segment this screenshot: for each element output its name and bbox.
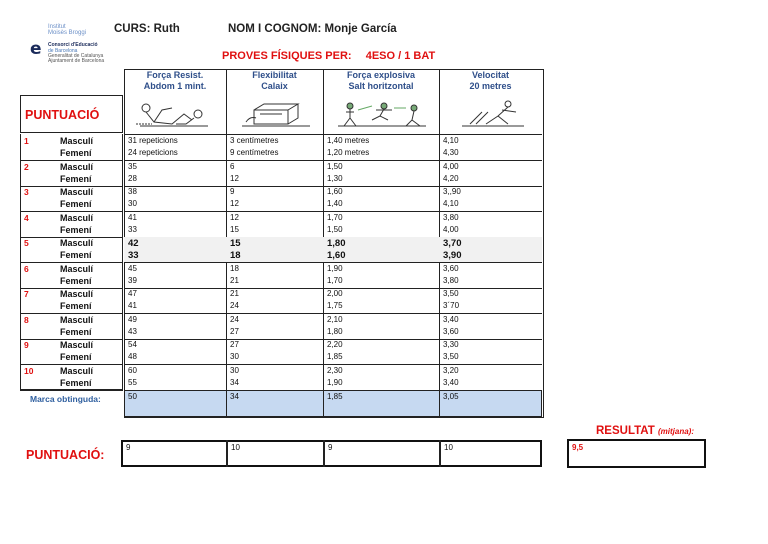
school-logo — [30, 22, 110, 62]
score-cell-male: 45 — [128, 263, 137, 273]
score-cell-female: 48 — [128, 352, 137, 361]
e-logo-icon — [30, 40, 44, 56]
col-header-line2: Abdom 1 mint. — [143, 81, 207, 91]
score-cell-female: 41 — [128, 301, 137, 310]
masculi-label: Masculí — [60, 136, 94, 146]
score-cell-male: 1,90 — [327, 263, 343, 273]
level-number: 2 — [24, 161, 29, 172]
col-divider — [226, 440, 228, 467]
score-cell-male: 35 — [128, 161, 137, 171]
level-number: 7 — [24, 289, 29, 299]
score-cell-male: 60 — [128, 365, 137, 375]
score-cell-male: 2,10 — [327, 314, 343, 324]
score-cell-female: 24 — [230, 301, 239, 310]
score-cell-male: 3,20 — [443, 365, 459, 375]
col-divider — [226, 390, 227, 417]
score-cell-male: 3,80 — [443, 212, 459, 222]
score-cell-male: 1,80 — [327, 238, 346, 249]
femeni-label: Femení — [60, 250, 92, 260]
score-cell-male: 1,70 — [327, 212, 343, 222]
score-cell-male: 4,00 — [443, 161, 459, 171]
femeni-label: Femení — [60, 224, 92, 235]
score-cell-male: 3,60 — [443, 263, 459, 273]
score-cell-female: 30 — [230, 352, 239, 361]
score-cell-female: 1,85 — [327, 352, 343, 361]
score-cell-female: 18 — [230, 250, 241, 261]
resultat-box — [567, 439, 706, 468]
score-cell-male: 3,30 — [443, 340, 459, 349]
score-cell-female: 12 — [230, 173, 239, 183]
col-divider — [439, 390, 440, 417]
marca-value-jump: 1,85 — [327, 392, 343, 401]
score-cell-male: 2,20 — [327, 340, 343, 349]
resultat-label: RESULTAT — [596, 425, 655, 437]
sprint-illustration-icon — [458, 98, 528, 130]
score-cell-male: 47 — [128, 289, 137, 298]
score-cell-female: 1,50 — [327, 224, 343, 234]
score-cell-male: 38 — [128, 187, 137, 196]
score-cell-male: 54 — [128, 340, 137, 349]
femeni-label: Femení — [60, 199, 92, 209]
score-cell-male: 3,50 — [443, 289, 459, 298]
score-cell-male: 1,60 — [327, 187, 343, 196]
nom-value: Monje García — [324, 23, 397, 35]
score-cell-male: 4,10 — [443, 136, 459, 145]
score-cell-male: 42 — [128, 238, 139, 249]
level-number: 3 — [24, 187, 29, 197]
puntuacio-bottom-label: PUNTUACIÓ: — [26, 448, 105, 462]
level-number: 8 — [24, 314, 29, 325]
score-cell-female: 33 — [128, 224, 137, 234]
row-divider — [20, 390, 123, 391]
masculi-label: Masculí — [60, 212, 94, 223]
score-cell-male: 21 — [230, 289, 239, 298]
logo-consortium-line3: Generalitat de Catalunya — [48, 53, 104, 59]
femeni-label: Femení — [60, 326, 92, 337]
level-number: 1 — [24, 136, 29, 146]
col-header-line2: Calaix — [261, 81, 288, 91]
masculi-label: Masculí — [60, 187, 94, 197]
score-cell-male: 1,50 — [327, 161, 343, 171]
score-cell-female: 1,60 — [327, 250, 346, 261]
col-header-line1: Flexibilitat — [252, 70, 297, 80]
logo-consortium-line2: de Barcelona — [48, 48, 78, 54]
nom-field — [228, 23, 397, 35]
score-cell-female: 3´70 — [443, 301, 460, 310]
level-number: 6 — [24, 263, 29, 274]
score-cell-female: 28 — [128, 173, 137, 183]
puntuacio-value-jump: 9 — [328, 443, 333, 452]
marca-value-abdominals: 50 — [128, 392, 137, 401]
proves-label: PROVES FÍSIQUES PER: — [222, 50, 352, 62]
score-cell-female: 34 — [230, 377, 239, 387]
score-cell-female: 43 — [128, 326, 137, 336]
resultat-value: 9,5 — [572, 443, 584, 452]
col-header-line2: 20 metres — [469, 81, 512, 91]
score-cell-female: 1,90 — [327, 377, 343, 387]
score-cell-male: 18 — [230, 263, 239, 273]
score-cell-male: 3,40 — [443, 314, 459, 324]
curs-field — [114, 23, 180, 35]
femeni-label: Femení — [60, 301, 92, 311]
col-header-line1: Força explosiva — [346, 70, 416, 80]
score-cell-female: 3,90 — [443, 250, 462, 261]
marca-value-flexibility: 34 — [230, 392, 239, 401]
score-cell-female: 9 centímetres — [230, 148, 279, 157]
score-cell-female: 1,40 — [327, 199, 343, 208]
score-cell-male: 3,,90 — [443, 187, 461, 196]
score-cell-female: 1,30 — [327, 173, 343, 183]
puntuacio-value-speed: 10 — [444, 443, 453, 452]
logo-institute-line1: Institut — [48, 24, 66, 30]
score-cell-female: 4,10 — [443, 199, 459, 208]
score-cell-female: 21 — [230, 275, 239, 285]
svg-text:e: e — [30, 40, 42, 56]
flexibility-box-illustration-icon — [236, 100, 316, 130]
header-divider — [124, 134, 542, 135]
score-cell-male: 24 — [230, 314, 239, 324]
score-cell-male: 3 centímetres — [230, 136, 279, 145]
score-cell-female: 3,40 — [443, 377, 459, 387]
level-number: 5 — [24, 238, 29, 248]
femeni-label: Femení — [60, 352, 92, 362]
score-cell-male: 9 — [230, 187, 235, 196]
situps-illustration-icon — [132, 96, 216, 130]
level-number: 9 — [24, 340, 29, 350]
proves-value: 4ESO / 1 BAT — [365, 50, 436, 62]
score-cell-male: 2,00 — [327, 289, 343, 298]
score-cell-male: 30 — [230, 365, 239, 375]
score-cell-female: 4,30 — [443, 148, 459, 157]
score-cell-male: 27 — [230, 340, 239, 349]
marca-label: Marca obtinguda: — [30, 394, 101, 404]
score-cell-female: 1,80 — [327, 326, 343, 336]
puntuacio-value-abdominals: 9 — [126, 443, 131, 452]
femeni-label: Femení — [60, 148, 92, 158]
score-cell-female: 24 repeticions — [128, 148, 178, 157]
score-cell-female: 39 — [128, 275, 137, 285]
level-number: 10 — [24, 365, 34, 376]
proves-title — [222, 50, 435, 62]
femeni-label: Femení — [60, 377, 92, 388]
masculi-label: Masculí — [60, 289, 94, 299]
femeni-label: Femení — [60, 173, 92, 184]
logo-consortium-line1: Consorci d'Educació — [48, 42, 98, 48]
score-cell-male: 31 repeticions — [128, 136, 178, 145]
level-number: 4 — [24, 212, 29, 223]
col-divider — [323, 390, 324, 417]
nom-label: NOM I COGNOM: — [228, 23, 322, 35]
col-divider — [323, 440, 325, 467]
logo-institute-line2: Moisès Broggi — [48, 30, 87, 36]
masculi-label: Masculí — [60, 263, 94, 274]
femeni-label: Femení — [60, 275, 92, 286]
score-cell-female: 1,75 — [327, 301, 343, 310]
score-cell-male: 6 — [230, 161, 235, 171]
score-cell-female: 55 — [128, 377, 137, 387]
puntuacio-title: PUNTUACIÓ — [25, 108, 100, 122]
masculi-label: Masculí — [60, 340, 94, 350]
score-cell-male: 41 — [128, 212, 137, 222]
masculi-label: Masculí — [60, 161, 94, 172]
score-cell-female: 27 — [230, 326, 239, 336]
score-cell-male: 3,70 — [443, 238, 462, 249]
score-cell-female: 4,00 — [443, 224, 459, 234]
long-jump-illustration-icon — [336, 98, 428, 130]
score-cell-female: 4,20 — [443, 173, 459, 183]
puntuacio-header-box — [20, 95, 123, 133]
logo-consortium-line4: Ajuntament de Barcelona — [48, 58, 105, 64]
score-cell-female: 3,80 — [443, 275, 459, 285]
resultat-sublabel: (mitjana): — [657, 427, 694, 436]
score-cell-female: 1,70 — [327, 275, 343, 285]
curs-label: CURS: — [114, 23, 151, 35]
score-cell-female: 30 — [128, 199, 137, 208]
resultat-title — [596, 425, 694, 437]
score-cell-female: 1,20 metres — [327, 148, 370, 157]
score-cell-female: 33 — [128, 250, 139, 261]
score-cell-male: 2,30 — [327, 365, 343, 375]
masculi-label: Masculí — [60, 365, 94, 376]
col-header-line1: Velocitat — [471, 70, 509, 80]
score-cell-male: 12 — [230, 212, 239, 222]
masculi-label: Masculí — [60, 314, 94, 325]
score-cell-female: 3,50 — [443, 352, 459, 361]
marca-value-speed: 3,05 — [443, 392, 459, 401]
score-cell-female: 3,60 — [443, 326, 459, 336]
puntuacio-value-flexibility: 10 — [231, 443, 240, 452]
curs-value: Ruth — [153, 23, 180, 35]
col-divider — [439, 440, 441, 467]
score-cell-male: 49 — [128, 314, 137, 324]
masculi-label: Masculí — [60, 238, 94, 248]
score-cell-male: 1,40 metres — [327, 136, 370, 145]
score-cell-female: 12 — [230, 199, 239, 208]
col-header-line1: Força Resist. — [146, 70, 204, 80]
score-cell-female: 15 — [230, 224, 239, 234]
score-cell-male: 15 — [230, 238, 241, 249]
col-header-line2: Salt horitzontal — [348, 81, 414, 91]
